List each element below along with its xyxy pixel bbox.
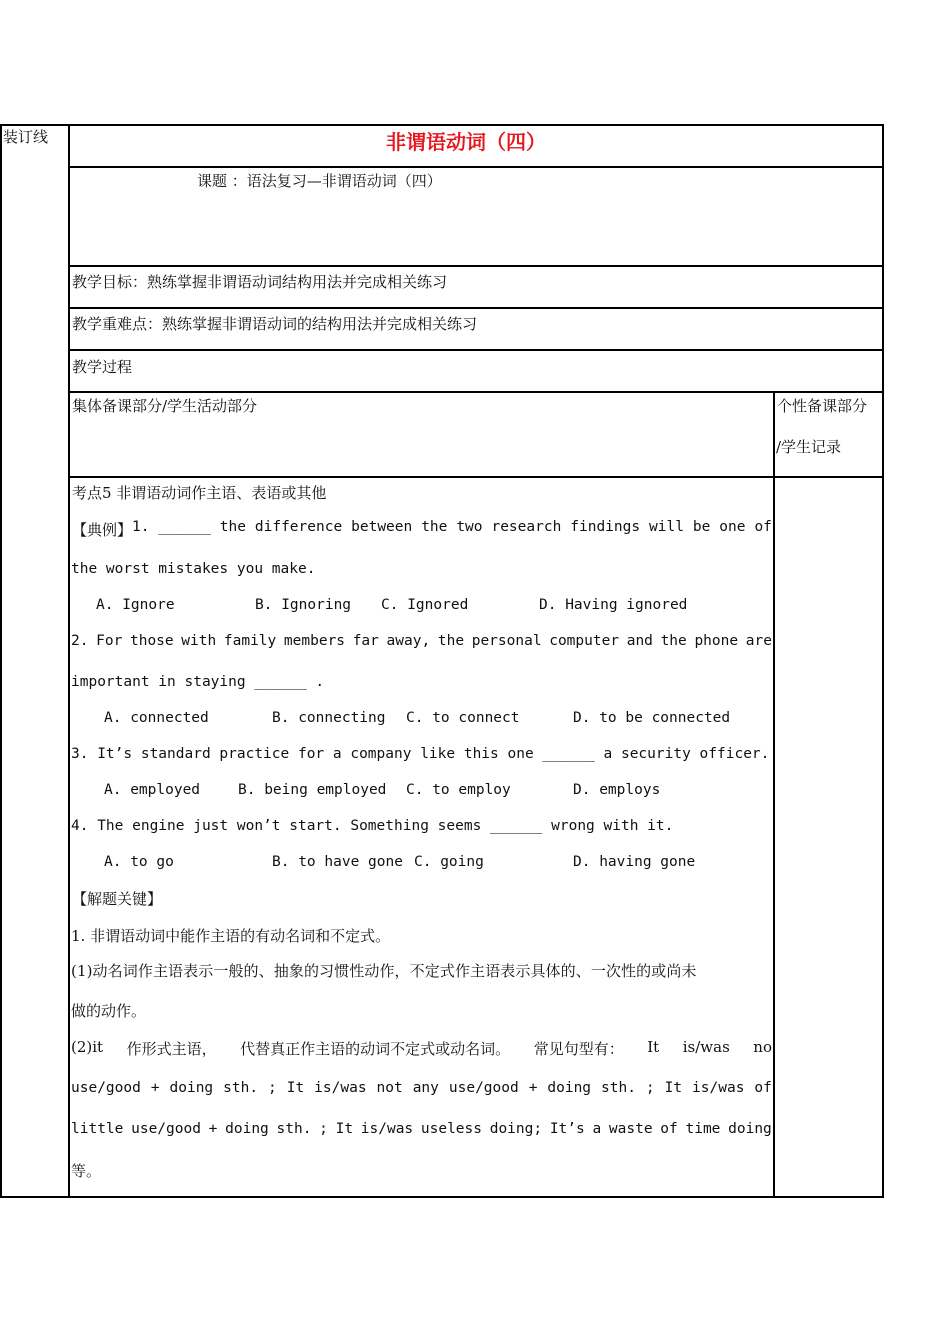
column-divider: [773, 391, 775, 1198]
key-tag: 【解题关键】: [72, 890, 163, 908]
q1-option-d: D. Having ignored: [539, 597, 688, 613]
q2-option-b: B. connecting: [272, 710, 386, 726]
word: members: [283, 633, 346, 649]
border-left-inner: [68, 124, 70, 1198]
collective-prep-heading: 集体备课部分/学生活动部分: [72, 397, 258, 415]
word: doing: [225, 1121, 269, 1137]
key-point-1b-line-1: [71, 1038, 772, 1059]
row-line: [68, 166, 884, 168]
word: For: [96, 633, 123, 649]
word: away,: [386, 633, 431, 649]
word: those: [129, 633, 174, 649]
word: ;: [268, 1080, 277, 1096]
word: family: [223, 633, 277, 649]
teaching-objective: 教学目标：熟练掌握非谓语动词结构用法并完成相关练习: [72, 273, 448, 291]
question-3-line-1: 3. It’s standard practice for a company like this one ______ a security officer.: [71, 746, 770, 762]
border-left-outer: [0, 124, 2, 1198]
q4-option-a: A. to go: [104, 854, 174, 870]
word: sth.: [601, 1080, 636, 1096]
word: research: [491, 519, 562, 535]
q4-option-d: D. having gone: [573, 854, 696, 870]
key-point-1b-line-2: [71, 1080, 772, 1096]
document-title: 非谓语动词（四）: [386, 130, 546, 154]
word: the: [660, 633, 687, 649]
question-2-line-2: important in staying ______ .: [71, 674, 325, 690]
q2-option-d: D. to be connected: [573, 710, 731, 726]
q3-option-c: C. to employ: [406, 782, 511, 798]
word: use/good: [71, 1080, 141, 1096]
word: (2)it: [71, 1038, 104, 1056]
word: ;: [645, 1080, 655, 1096]
word: one: [719, 519, 746, 535]
word: are: [745, 633, 772, 649]
word: of: [754, 1080, 772, 1096]
q3-option-a: A. employed: [104, 782, 201, 798]
q1-option-a: A. Ignore: [96, 597, 175, 613]
row-line: [68, 349, 884, 351]
q2-option-a: A. connected: [104, 710, 209, 726]
word: use/good: [131, 1121, 201, 1137]
word: sth.: [223, 1080, 259, 1096]
word: useless: [420, 1121, 482, 1137]
word: not: [376, 1080, 403, 1096]
word: 1.: [132, 519, 150, 535]
key-point-1a-line-2: 做的动作。: [71, 1002, 147, 1020]
border-bottom: [0, 1196, 884, 1198]
row-line: [68, 476, 884, 478]
word: no: [753, 1038, 772, 1056]
word: time: [685, 1121, 721, 1137]
teaching-key-points: 教学重难点：熟练掌握非谓语动词的结构用法并完成相关练习: [72, 315, 478, 333]
word: ______: [158, 519, 211, 535]
word: phone: [694, 633, 739, 649]
word: is/was: [682, 1038, 730, 1056]
word: findings: [570, 519, 641, 535]
q3-option-d: D. employs: [573, 782, 661, 798]
word: and: [626, 633, 653, 649]
word: is/was: [314, 1080, 367, 1096]
word: the: [437, 633, 465, 649]
lesson-topic: 课题 ：语法复习—非谓语动词（四）: [197, 172, 442, 190]
word: waste: [608, 1121, 653, 1137]
personal-prep-heading-2: /学生记录: [776, 438, 842, 456]
row-line: [68, 391, 884, 393]
word: +: [150, 1080, 160, 1096]
word: It: [647, 1038, 660, 1056]
word: any: [412, 1080, 439, 1096]
word: doing: [169, 1080, 214, 1096]
question-1-line-1: [72, 519, 772, 540]
word: is/was: [692, 1080, 745, 1096]
word: of: [660, 1121, 678, 1137]
word: the: [219, 519, 246, 535]
word: It’s: [549, 1121, 585, 1137]
word: difference: [254, 519, 343, 535]
word: 作形式主语，: [126, 1040, 217, 1058]
personal-prep-heading-1: 个性备课部分: [777, 397, 868, 415]
key-point-1b-line-3: [71, 1121, 772, 1137]
binding-margin-label: 装订线: [3, 128, 49, 146]
word: little: [71, 1121, 124, 1137]
word: between: [351, 519, 413, 535]
question-2-line-1: [71, 633, 772, 649]
word: a: [592, 1121, 602, 1137]
word: personal: [471, 633, 542, 649]
word: with: [181, 633, 217, 649]
question-4-line-1: 4. The engine just won’t start. Something seems ______ wrong with it.: [71, 818, 674, 834]
q3-option-b: B. being employed: [238, 782, 387, 798]
word: 代替真正作主语的动词不定式或动名词。: [240, 1040, 511, 1058]
word: sth.: [276, 1121, 312, 1137]
word: ;: [319, 1121, 328, 1137]
key-point-1: 1. 非谓语动词中能作主语的有动名词和不定式。: [71, 927, 391, 945]
row-line: [68, 265, 884, 267]
word: use/good: [448, 1080, 519, 1096]
word: of: [754, 519, 772, 535]
q4-option-c: C. going: [414, 854, 484, 870]
question-1-line-2: the worst mistakes you make.: [71, 561, 316, 577]
word: doing: [547, 1080, 592, 1096]
key-point-1a-line-1: (1)动名词作主语表示一般的、抽象的习惯性动作，不定式作主语表示具体的、一次性的或尚未: [71, 962, 697, 980]
word: It: [286, 1080, 305, 1096]
word: doing;: [489, 1121, 543, 1137]
question-1-words: [132, 519, 772, 540]
q2-option-c: C. to connect: [406, 710, 520, 726]
border-right: [882, 124, 884, 1198]
word: far: [352, 633, 379, 649]
word: is/was: [360, 1121, 414, 1137]
example-tag: 【典例】: [72, 521, 133, 539]
word: doing: [728, 1121, 772, 1137]
word: will: [649, 519, 684, 535]
word: 2.: [71, 633, 89, 649]
section-heading: 考点5 非谓语动词作主语、表语或其他: [72, 484, 327, 502]
word: It: [664, 1080, 683, 1096]
teaching-process: 教学过程: [72, 358, 133, 376]
q1-option-b: B. Ignoring: [255, 597, 352, 613]
word: +: [208, 1121, 218, 1137]
word: 常见句型有：: [533, 1040, 624, 1058]
row-line: [68, 307, 884, 309]
word: computer: [549, 633, 620, 649]
word: be: [692, 519, 711, 535]
q1-option-c: C. Ignored: [381, 597, 469, 613]
word: +: [528, 1080, 538, 1096]
key-point-1b-line-4: 等。: [71, 1162, 102, 1180]
q4-option-b: B. to have gone: [272, 854, 403, 870]
word: It: [335, 1121, 354, 1137]
word: two: [456, 519, 483, 535]
word: the: [421, 519, 448, 535]
